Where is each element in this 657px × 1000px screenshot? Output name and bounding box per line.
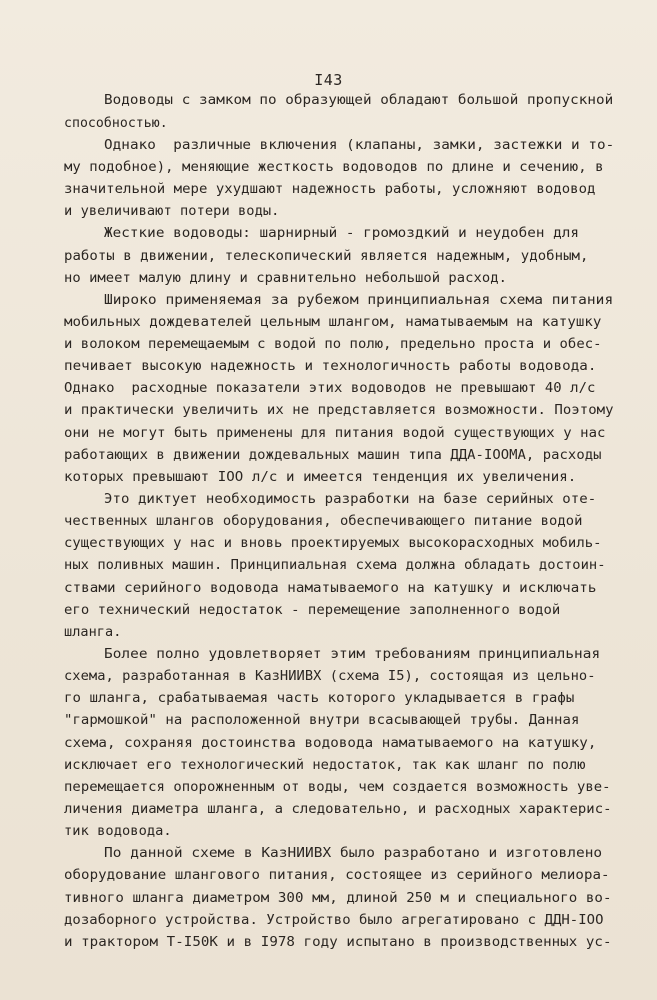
text-line: его технический недостаток - перемещение заполненного водой [64,603,561,618]
text-line: тивного шланга диаметром 300 мм, длиной 250 м и специального во- [64,891,612,906]
text-line: "гармошкой" на расположенной внутри всасывающей трубы. Данная [64,713,580,728]
text-line: схема, сохраняя достоинства водовода наматываемого на катушку, [64,736,597,751]
text-line: схема, разработанная в КазНИИВХ (схема I5), состоящая из цельно- [64,669,596,684]
text-line: и волоком перемещаемым с водой по полю, предельно проста и обес- [64,337,602,352]
text-line: му подобное), меняющие жесткость водоводов по длине и сечению, в [64,160,604,175]
text-line: мобильных дождевателей цельным шлангом, наматываемым на катушку [64,315,602,330]
text-line: работы в движении, телескопический является надежным, удобным, [64,249,589,264]
text-line: и трактором Т-I50К и в I978 году испытано в производственных ус- [64,935,612,950]
text-line: перемещается опорожненным от воды, чем создается возможность уве- [64,780,611,795]
text-line: Водоводы с замком по образующей обладают большой пропускной [104,93,614,108]
text-line: По данной схеме в КазНИИВХ было разработано и изготовлено [104,846,603,861]
text-line: они не могут быть применены для питания водой существующих у нас [64,426,606,441]
text-line: исключает его технологический недостаток, так как шланг по полю [64,758,586,773]
text-line: Однако расходные показатели этих водоводов не превышают 40 л/с [64,381,596,396]
text-line: го шланга, срабатываемая часть которого укладывается в графы [64,691,575,706]
text-line: Это диктует необходимость разработки на базе серийных оте- [104,492,597,507]
text-line: работающих в движении дождевальных машин типа ДДА-IOOMA, расходы [64,448,602,463]
text-line: Широко применяемая за рубежом принципиальная схема питания [104,293,614,308]
text-line: но имеет малую длину и сравнительно небольшой расход. [64,271,507,286]
text-line: существующих у нас и вновь проектируемых высокорасходных мобиль- [64,536,602,551]
text-line: и увеличивают потери воды. [64,204,280,219]
text-line: Жесткие водоводы: шарнирный - громоздкий и неудобен для [104,226,580,241]
text-line: и практически увеличить их не представляется возможности. Поэтому [64,403,614,418]
text-line: личения диаметра шланга, а следовательно, и расходных характерис- [64,802,612,817]
text-line: способностью. [64,116,168,131]
text-line: тик водовода. [64,824,172,839]
text-line: шланга. [64,625,122,640]
text-line: дозаборного устройства. Устройство было агрегатировано с ДДН-IOO [64,913,604,928]
text-line: печивает высокую надежность и технологичность работы водовода. [64,359,597,374]
text-line: значительной мере ухудшают надежность работы, усложняют водовод [64,182,596,197]
text-line: чественных шлангов оборудования, обеспечивающего питание водой [64,514,583,529]
text-line: ствами серийного водовода наматываемого на катушку и исключать [64,581,597,596]
text-line: ных поливных машин. Принципиальная схема должна обладать достоин- [64,558,606,573]
text-line: Более полно удовлетворяет этим требованиям принципиальная [104,647,601,662]
text-line: оборудование шлангового питания, состоящее из серийного мелиора- [64,868,610,883]
page-number: I43 [314,71,343,89]
text-line: которых превышают IOO л/с и имеется тенденция их увеличения. [64,470,577,485]
text-line: Однако различные включения (клапаны, замки, застежки и то- [104,138,615,153]
